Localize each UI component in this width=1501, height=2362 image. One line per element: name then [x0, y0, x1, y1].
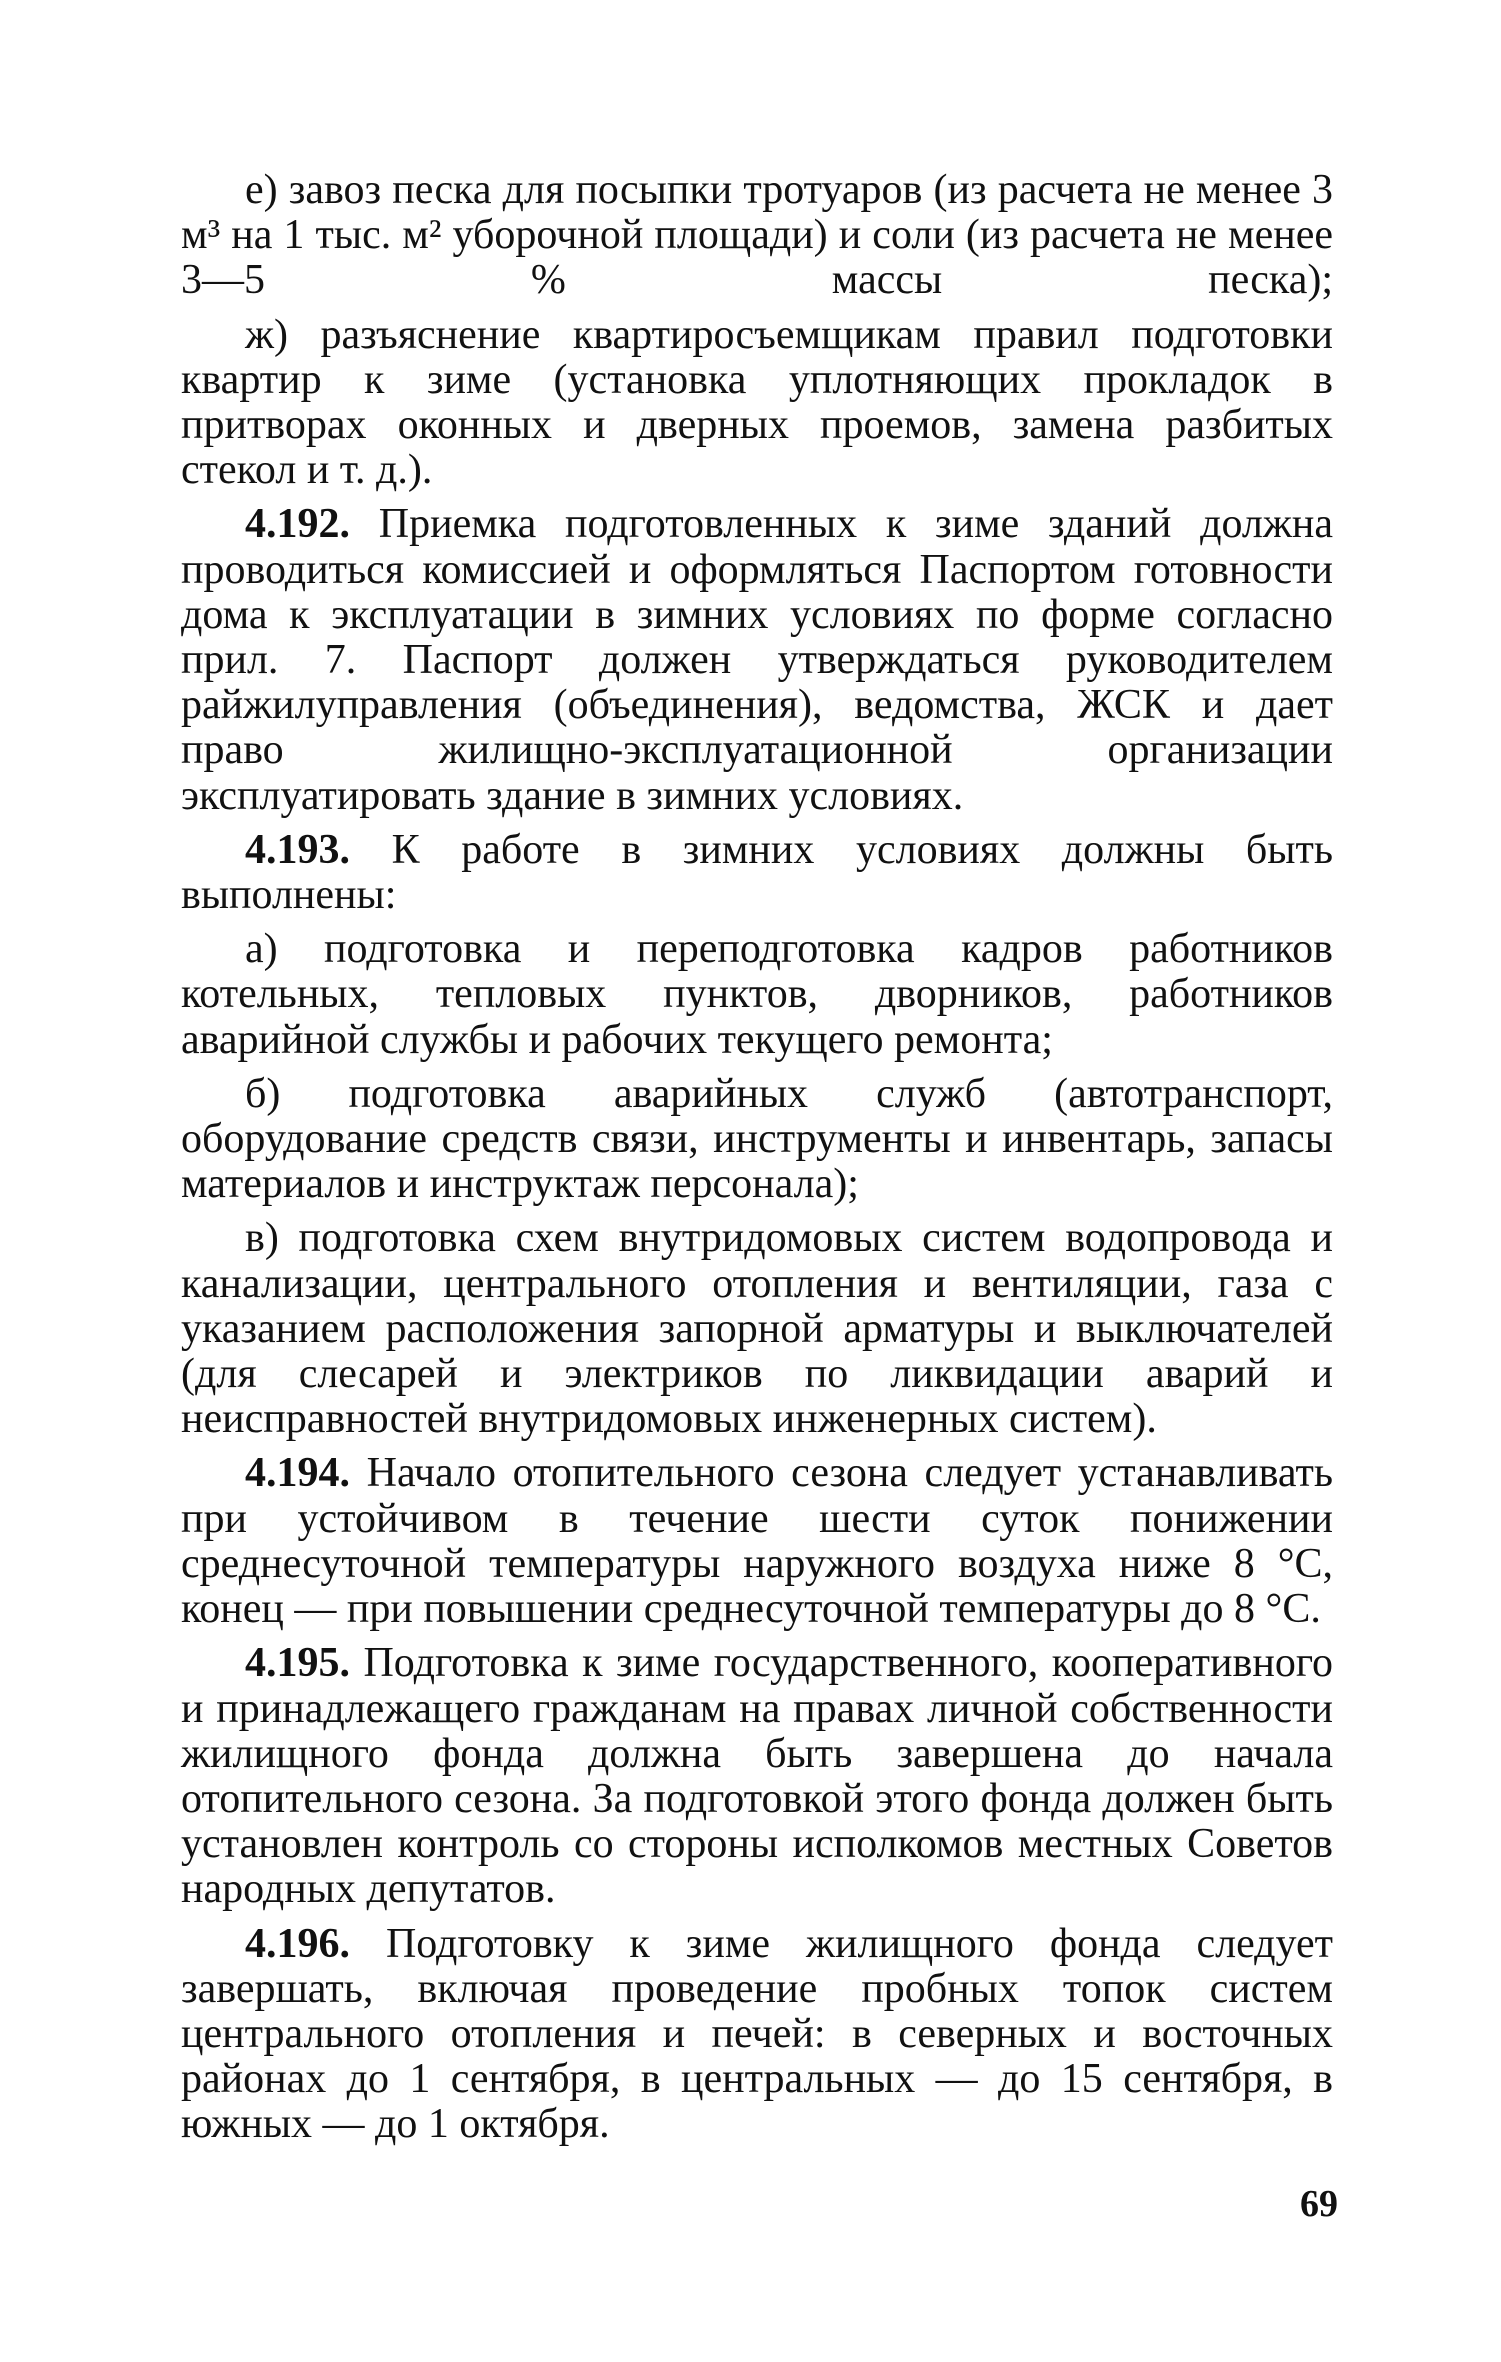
section-number: 4.196. [245, 1920, 350, 1967]
section-4-194 [181, 1451, 1333, 1632]
item-v [181, 1216, 1333, 1442]
item-zh [181, 313, 1333, 494]
item-e-text: е) завоз песка для посыпки тротуаров (из расчета не менее 3 м³ на 1 тыс. м² уборочной площади) и соли (из расчета не менее 3—5 % массы песка); [181, 167, 1333, 304]
item-a [181, 927, 1333, 1063]
section-4-195 [181, 1641, 1333, 1912]
section-text: Начало отопительного сезона следует устанавливать при устойчивом в течение шести суток понижении среднесуточной температуры наружного воздуха ниже 8 °С, конец — при повышении среднесуточной температуры до 8 °С. [181, 1450, 1333, 1633]
item-a-text: а) подготовка и переподготовка кадров работников котельных, тепловых пунктов, дворников, работников аварийной службы и рабочих текущего ремонта; [181, 926, 1333, 1063]
section-text: Подготовка к зиме государственного, кооперативного и принадлежащего гражданам на правах личной собственности жилищного фонда должна быть завершена до начала отопительного сезона. За подготовкой этого фонда должен быть установлен контроль со стороны исполкомов местных Советов народных депутатов. [181, 1640, 1333, 1913]
section-number: 4.193. [245, 826, 350, 873]
item-zh-text: ж) разъяснение квартиросъемщикам правил подготовки квартир к зиме (установка уплотняющих прокладок в притворах оконных и дверных проемов, замена разбитых стекол и т. д.). [181, 311, 1333, 494]
section-text: Подготовку к зиме жилищного фонда следует завершать, включая проведение пробных топок систем центрального отопления и печей: в северных и восточных районах до 1 сентября, в центральных — до 15 сентября, в южных — до 1 октября. [181, 1920, 1333, 2148]
section-text: К работе в зимних условиях должны быть выполнены: [181, 826, 1334, 919]
section-number: 4.194. [245, 1450, 350, 1497]
item-b-text: б) подготовка аварийных служб (автотранспорт, оборудование средств связи, инструменты и инвентарь, запасы материалов и инструктаж персонала); [181, 1070, 1333, 1208]
section-number: 4.192. [245, 501, 350, 548]
section-4-192 [181, 502, 1333, 818]
section-4-193 [181, 828, 1333, 918]
item-v-text: в) подготовка схем внутридомовых систем водопровода и канализации, центрального отопления и вентиляции, газа с указанием расположения запорной арматуры и выключателей (для слесарей и электриков по ликвидации аварий и неисправностей внутридомовых инженерных систем). [181, 1215, 1333, 1443]
page-number: 69 [1300, 2183, 1338, 2225]
item-e [181, 168, 1333, 304]
item-b [181, 1072, 1333, 1208]
section-text: Приемка подготовленных к зиме зданий должна проводиться комиссией и оформляться Паспортом готовности дома к эксплуатации в зимних условиях по форме согласно прил. 7. Паспорт должен утверждаться руководителем райжилуправления (объединения), ведомства, ЖСК и дает право жилищно-эксплуатационной организации эксплуатировать здание в зимних условиях. [181, 501, 1333, 819]
body-text [181, 168, 1333, 2157]
section-4-196 [181, 1922, 1333, 2148]
section-number: 4.195. [245, 1640, 350, 1687]
